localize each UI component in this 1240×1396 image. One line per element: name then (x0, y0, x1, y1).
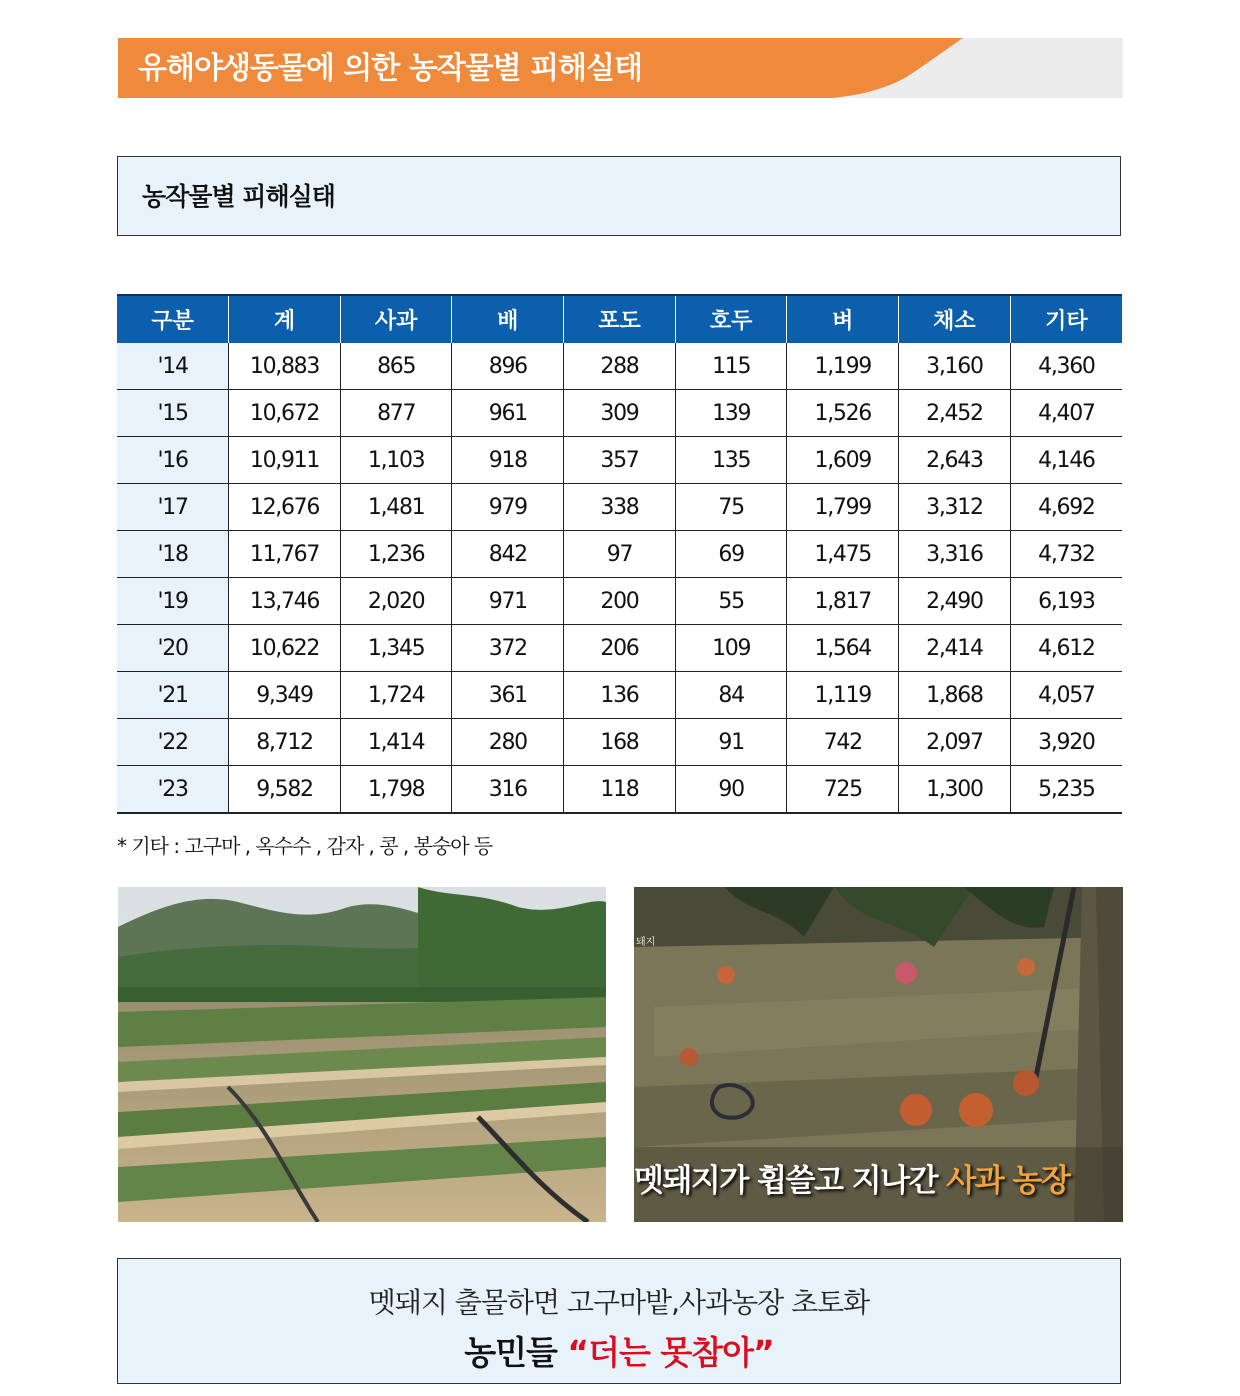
value-cell: 1,119 (787, 672, 899, 719)
year-cell: '19 (117, 578, 229, 625)
table-row (117, 625, 1122, 672)
column-header: 포도 (564, 295, 676, 343)
value-cell: 91 (675, 719, 787, 766)
value-cell: 135 (675, 437, 787, 484)
photo-overlay-text (634, 1155, 1069, 1200)
value-cell: 896 (452, 343, 564, 390)
value-cell: 11,767 (229, 531, 341, 578)
column-header: 벼 (787, 295, 899, 343)
value-cell: 206 (564, 625, 676, 672)
value-cell: 971 (452, 578, 564, 625)
year-cell: '15 (117, 390, 229, 437)
apple-farm-photo (634, 887, 1123, 1222)
value-cell: 1,609 (787, 437, 899, 484)
caption-line-2 (118, 1327, 1120, 1374)
value-cell: 75 (675, 484, 787, 531)
value-cell: 1,799 (787, 484, 899, 531)
value-cell: 1,481 (340, 484, 452, 531)
value-cell: 10,672 (229, 390, 341, 437)
table-row (117, 437, 1122, 484)
table-row (117, 484, 1122, 531)
footnote: * 기타 : 고구마 , 옥수수 , 감자 , 콩 , 봉숭아 등 (117, 834, 493, 858)
value-cell: 1,414 (340, 719, 452, 766)
value-cell: 10,911 (229, 437, 341, 484)
table-header-row (117, 295, 1122, 343)
table-row (117, 766, 1122, 814)
value-cell: 9,349 (229, 672, 341, 719)
value-cell: 918 (452, 437, 564, 484)
value-cell: 13,746 (229, 578, 341, 625)
damage-table (117, 294, 1122, 814)
value-cell: 10,622 (229, 625, 341, 672)
value-cell: 865 (340, 343, 452, 390)
value-cell: 1,345 (340, 625, 452, 672)
column-header: 기타 (1010, 295, 1122, 343)
year-cell: '21 (117, 672, 229, 719)
value-cell: 361 (452, 672, 564, 719)
value-cell: 1,724 (340, 672, 452, 719)
table-row (117, 343, 1122, 390)
value-cell: 2,414 (899, 625, 1011, 672)
value-cell: 4,146 (1010, 437, 1122, 484)
caption-line-1: 멧돼지 출몰하면 고구마밭,사과농장 초토화 (368, 1286, 870, 1319)
table-row (117, 578, 1122, 625)
column-header: 계 (229, 295, 341, 343)
value-cell: 136 (564, 672, 676, 719)
value-cell: 109 (675, 625, 787, 672)
value-cell: 115 (675, 343, 787, 390)
title-banner (118, 38, 1123, 98)
value-cell: 961 (452, 390, 564, 437)
photo-corner-tag: 돼지 (636, 937, 656, 948)
value-cell: 1,526 (787, 390, 899, 437)
value-cell: 97 (564, 531, 676, 578)
table-row (117, 672, 1122, 719)
value-cell: 6,193 (1010, 578, 1122, 625)
year-cell: '22 (117, 719, 229, 766)
caption-prefix: 농민들 (464, 1333, 568, 1372)
value-cell: 55 (675, 578, 787, 625)
value-cell: 3,316 (899, 531, 1011, 578)
table-row (117, 719, 1122, 766)
caption-box (117, 1258, 1121, 1384)
value-cell: 139 (675, 390, 787, 437)
value-cell: 2,097 (899, 719, 1011, 766)
value-cell: 1,300 (899, 766, 1011, 814)
value-cell: 725 (787, 766, 899, 814)
value-cell: 2,020 (340, 578, 452, 625)
value-cell: 4,612 (1010, 625, 1122, 672)
column-header: 사과 (340, 295, 452, 343)
value-cell: 84 (675, 672, 787, 719)
column-header: 호두 (675, 295, 787, 343)
value-cell: 200 (564, 578, 676, 625)
table-row (117, 390, 1122, 437)
value-cell: 280 (452, 719, 564, 766)
value-cell: 5,235 (1010, 766, 1122, 814)
page-title: 유해야생동물에 의한 농작물별 피해실태 (138, 51, 642, 86)
value-cell: 2,452 (899, 390, 1011, 437)
year-cell: '23 (117, 766, 229, 814)
value-cell: 357 (564, 437, 676, 484)
column-header: 채소 (899, 295, 1011, 343)
value-cell: 372 (452, 625, 564, 672)
value-cell: 1,236 (340, 531, 452, 578)
value-cell: 842 (452, 531, 564, 578)
year-cell: '16 (117, 437, 229, 484)
table-row (117, 531, 1122, 578)
value-cell: 288 (564, 343, 676, 390)
value-cell: 10,883 (229, 343, 341, 390)
column-header: 구분 (117, 295, 229, 343)
overlay-text-white: 멧돼지가 휩쓸고 지나간 (634, 1163, 947, 1199)
value-cell: 12,676 (229, 484, 341, 531)
year-cell: '18 (117, 531, 229, 578)
value-cell: 4,057 (1010, 672, 1122, 719)
value-cell: 3,920 (1010, 719, 1122, 766)
caption-highlight: “더는 못참아” (567, 1333, 774, 1372)
value-cell: 1,199 (787, 343, 899, 390)
value-cell: 3,160 (899, 343, 1011, 390)
value-cell: 8,712 (229, 719, 341, 766)
year-cell: '17 (117, 484, 229, 531)
value-cell: 1,868 (899, 672, 1011, 719)
sweet-potato-field-photo (118, 887, 606, 1222)
value-cell: 1,817 (787, 578, 899, 625)
value-cell: 1,564 (787, 625, 899, 672)
value-cell: 90 (675, 766, 787, 814)
value-cell: 979 (452, 484, 564, 531)
value-cell: 118 (564, 766, 676, 814)
value-cell: 2,643 (899, 437, 1011, 484)
value-cell: 9,582 (229, 766, 341, 814)
value-cell: 4,732 (1010, 531, 1122, 578)
value-cell: 742 (787, 719, 899, 766)
section-title-box (117, 156, 1121, 236)
column-header: 배 (452, 295, 564, 343)
overlay-text-orange: 사과 농장 (946, 1163, 1070, 1199)
value-cell: 4,360 (1010, 343, 1122, 390)
value-cell: 877 (340, 390, 452, 437)
section-title: 농작물별 피해실태 (142, 182, 335, 211)
year-cell: '20 (117, 625, 229, 672)
value-cell: 4,692 (1010, 484, 1122, 531)
value-cell: 338 (564, 484, 676, 531)
value-cell: 168 (564, 719, 676, 766)
year-cell: '14 (117, 343, 229, 390)
value-cell: 1,103 (340, 437, 452, 484)
value-cell: 1,798 (340, 766, 452, 814)
value-cell: 2,490 (899, 578, 1011, 625)
value-cell: 69 (675, 531, 787, 578)
value-cell: 4,407 (1010, 390, 1122, 437)
value-cell: 309 (564, 390, 676, 437)
value-cell: 3,312 (899, 484, 1011, 531)
value-cell: 316 (452, 766, 564, 814)
value-cell: 1,475 (787, 531, 899, 578)
